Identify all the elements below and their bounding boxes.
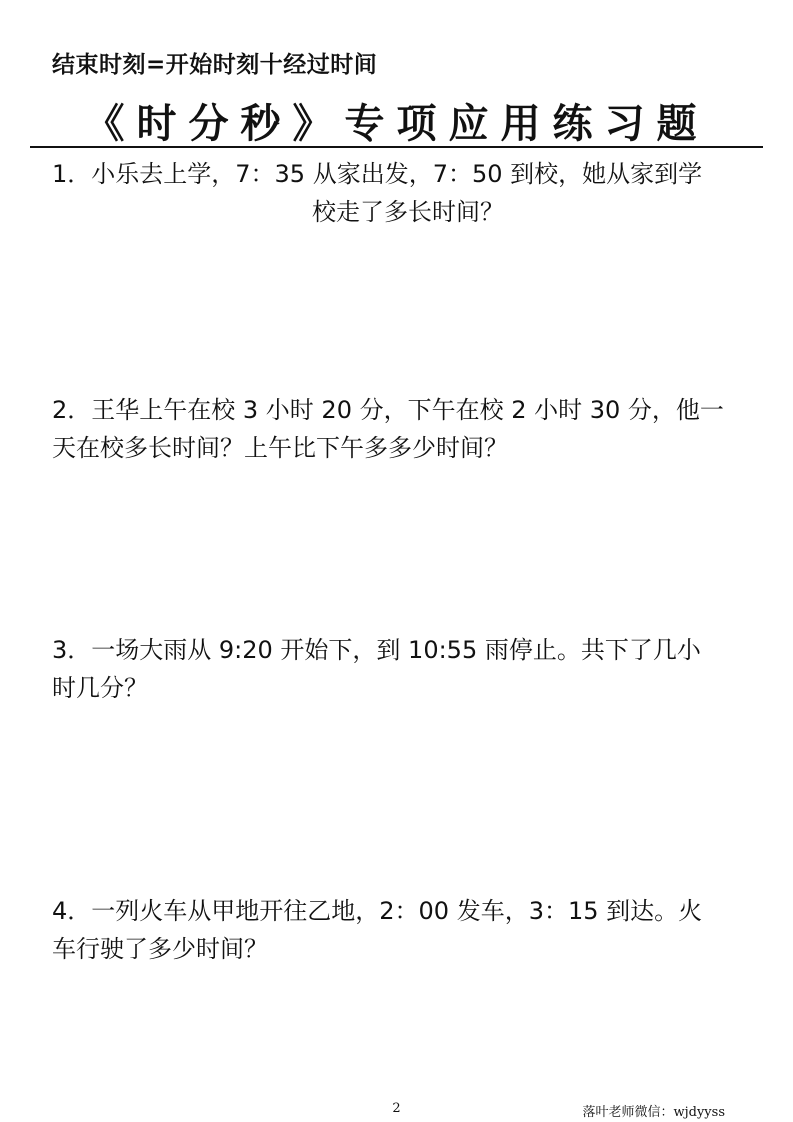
question-3-line-1: 3．一场大雨从 9:20 开始下，到 10:55 雨停止。共下了几小 — [52, 636, 701, 664]
question-4-line-1: 4．一列火车从甲地开往乙地，2：00 发车，3：15 到达。火 — [52, 897, 703, 925]
question-4-line-2: 车行驶了多少时间？ — [52, 935, 268, 963]
question-1-line-2: 校走了多长时间？ — [312, 198, 504, 226]
question-2-line-2: 天在校多长时间？上午比下午多多少时间？ — [52, 434, 508, 462]
question-4 — [52, 892, 764, 968]
question-1-line-1: 1．小乐去上学，7：35 从家出发，7：50 到校，她从家到学 — [52, 160, 703, 188]
question-3-line-2: 时几分？ — [52, 674, 148, 702]
formula-heading: 结束时刻=开始时刻十经过时间 — [52, 52, 378, 78]
page-title: 《时分秒》专项应用练习题 — [84, 101, 709, 147]
title-divider — [30, 146, 763, 148]
question-2-line-1: 2．王华上午在校 3 小时 20 分，下午在校 2 小时 30 分，他一 — [52, 396, 724, 424]
page-number: 2 — [392, 1101, 401, 1116]
footer-contact-note: 落叶老师微信：wjdyyss — [582, 1105, 725, 1120]
question-3 — [52, 631, 764, 707]
question-2 — [52, 391, 764, 467]
question-1 — [52, 155, 764, 231]
